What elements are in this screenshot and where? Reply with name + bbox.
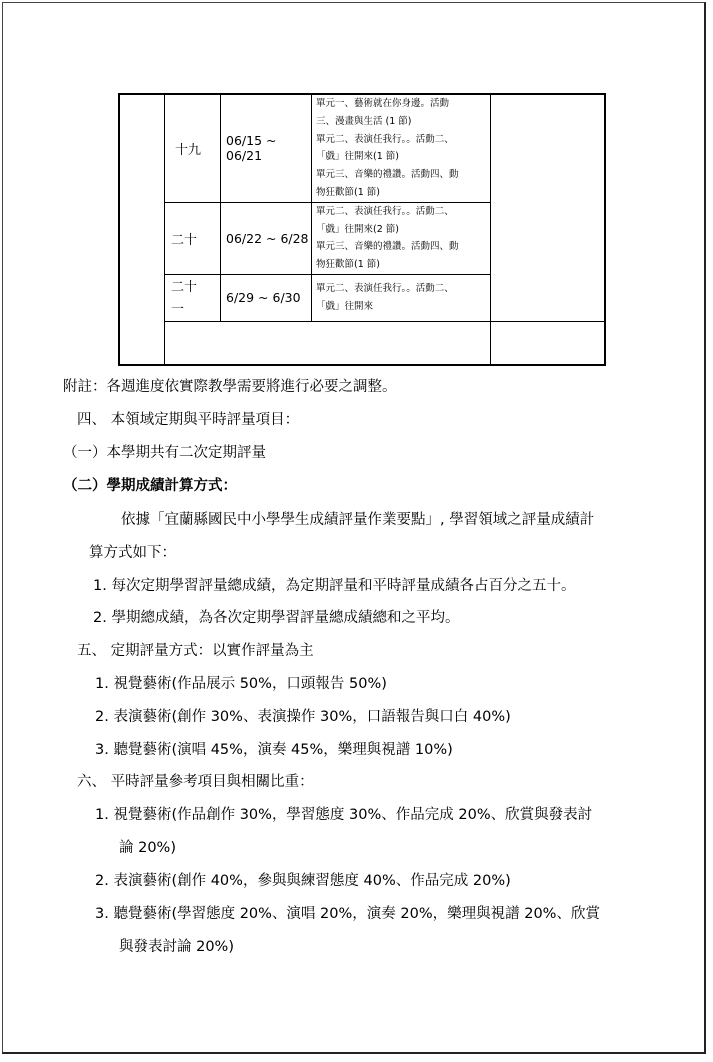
blank-cell	[119, 94, 165, 365]
content-line: 物狂歡節(1 節)	[316, 186, 380, 198]
section-4-heading: 四、 本領域定期與平時評量項目：	[77, 412, 300, 428]
content-line: 單元二、表演任我行。。活動二、	[316, 283, 454, 295]
list-item: 2. 表演藝術(創作 40%，參與與練習態度 40%、作品完成 20%)	[95, 873, 511, 889]
content-cell	[312, 274, 491, 321]
week-cell: 十九	[165, 94, 221, 202]
document-page	[2, 2, 706, 1054]
content-line: 「戲」往開來(2 節)	[316, 223, 399, 235]
schedule-table	[118, 93, 606, 366]
list-item-continuation: 與發表討論 20%)	[119, 939, 234, 955]
section-6-heading: 六、 平時評量參考項目與相關比重：	[77, 774, 314, 790]
remarks-cell	[491, 94, 606, 321]
empty-cell	[165, 321, 491, 365]
content-line: 「戲」往開來(1 節)	[316, 151, 399, 163]
date-cell: 6/29 ~ 6/30	[221, 274, 312, 321]
empty-cell	[491, 321, 606, 365]
paragraph-line: 依據「宜蘭縣國民中小學學生成績評量作業要點」, 學習領域之評量成績計	[121, 512, 595, 528]
table-row	[119, 94, 605, 202]
date-cell: 06/22 ~ 6/28	[221, 202, 312, 274]
list-item: 1. 視覺藝術(作品展示 50%，口頭報告 50%)	[95, 676, 387, 692]
section-4-item-2: （二）學期成績計算方式：	[63, 478, 237, 494]
content-line: 物狂歡節(1 節)	[316, 259, 380, 271]
list-item: 1. 每次定期學習評量總成績，為定期評量和平時評量成績各占百分之五十。	[93, 578, 576, 594]
section-5-heading: 五、 定期評量方式：以實作評量為主	[77, 643, 314, 659]
section-4-item-1: （一）本學期共有二次定期評量	[63, 445, 266, 461]
content-line: 三、漫畫與生活 (1 節)	[316, 115, 412, 127]
content-line: 單元二、表演任我行。。活動二、	[316, 205, 454, 217]
note-text: 附註：各週進度依實際教學需要將進行必要之調整。	[63, 379, 397, 395]
content-line: 單元二、表演任我行。。活動二、	[316, 133, 454, 145]
content-line: 單元三、音樂的禮讚。活動四、動	[316, 241, 459, 253]
list-item-continuation: 論 20%)	[119, 840, 176, 856]
table-row	[119, 321, 605, 365]
week-line: 二十	[171, 279, 198, 295]
list-item: 2. 學期總成績，為各次定期學習評量總成績總和之平均。	[93, 610, 460, 626]
content-cell	[312, 94, 491, 202]
content-line: 單元三、音樂的禮讚。活動四、動	[316, 169, 459, 181]
content-cell	[312, 202, 491, 274]
list-item: 2. 表演藝術(創作 30%、表演操作 30%，口語報告與口白 40%)	[95, 709, 511, 725]
list-item: 3. 聽覺藝術(學習態度 20%、演唱 20%，演奏 20%，樂理與視譜 20%、欣賞	[95, 906, 600, 922]
date-cell: 06/15 ~ 06/21	[221, 94, 312, 202]
content-line: 單元一、藝術就在你身邊。活動	[316, 98, 450, 109]
week-cell	[165, 274, 221, 321]
paragraph-line: 算方式如下：	[89, 545, 176, 561]
content-line: 「戲」往開來	[316, 300, 374, 312]
list-item: 1. 視覺藝術(作品創作 30%，學習態度 30%、作品完成 20%、欣賞與發表討	[95, 807, 593, 823]
week-cell: 二十	[165, 202, 221, 274]
week-line: 一	[171, 301, 185, 317]
list-item: 3. 聽覺藝術(演唱 45%，演奏 45%，樂理與視譜 10%)	[95, 742, 453, 758]
